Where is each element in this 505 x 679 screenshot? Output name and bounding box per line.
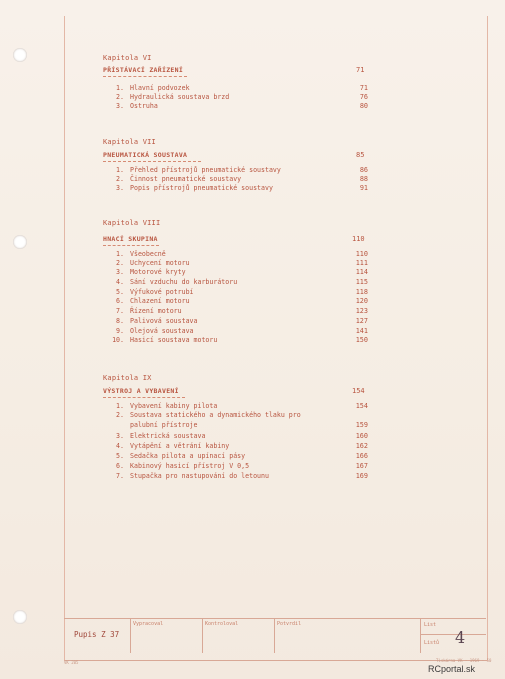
chapter-title: PNEUMATICKÁ SOUSTAVA [103, 151, 188, 159]
toc-entry-text: Všeobecně [130, 250, 166, 258]
toc-entry-number: 1. [116, 402, 124, 410]
toc-entry-number: 1. [116, 166, 124, 174]
toc-entry [110, 432, 205, 440]
toc-entry [110, 250, 166, 258]
toc-entry-text: Hydraulická soustava brzd [130, 93, 230, 101]
chapter-title: PŘÍSTÁVACÍ ZAŘÍZENÍ [103, 66, 184, 74]
toc-entry [110, 421, 198, 429]
field-label: Vypracoval [133, 621, 164, 627]
toc-entry-page: 141 [355, 327, 368, 335]
title-underline [103, 397, 185, 398]
toc-entry-number: 3. [116, 102, 124, 110]
punch-hole [13, 610, 27, 624]
title-underline [103, 161, 201, 162]
toc-entry-page: 120 [355, 297, 368, 305]
toc-entry-text: Sedačka pilota a upínací pásy [130, 452, 246, 460]
chapter-label: Kapitola VI [103, 54, 152, 62]
toc-entry-text: Palivová soustava [130, 317, 198, 325]
toc-entry-text: Vytápění a větrání kabiny [130, 442, 230, 450]
toc-entry-number: 6. [116, 297, 124, 305]
toc-entry-page: 88 [359, 175, 368, 183]
toc-entry-number: 5. [116, 288, 124, 296]
toc-entry-number: 5. [116, 452, 124, 460]
toc-entry-page: 115 [355, 278, 368, 286]
toc-entry-page: 118 [355, 288, 368, 296]
toc-entry-text: Stupačka pro nastupování do letounu [130, 472, 269, 480]
toc-entry [110, 317, 198, 325]
title-block-cell [202, 619, 275, 653]
toc-entry-page: 169 [355, 472, 368, 480]
toc-entry-page: 111 [355, 259, 368, 267]
toc-entry-number: 1. [116, 84, 124, 92]
chapter-title-page: 110 [352, 235, 365, 243]
footer-small-print: VK 205 [64, 660, 79, 665]
toc-entry-number: 3. [116, 268, 124, 276]
toc-entry-text: Ostruha [130, 102, 158, 110]
toc-entry [110, 184, 273, 192]
toc-entry-page: 80 [359, 102, 368, 110]
toc-entry-text: Motorové kryty [130, 268, 186, 276]
toc-entry-number: 7. [116, 472, 124, 480]
toc-entry [110, 102, 158, 110]
toc-entry-text: Řízení motoru [130, 307, 182, 315]
toc-entry-number: 6. [116, 462, 124, 470]
toc-entry [110, 411, 301, 419]
toc-entry-number: 7. [116, 307, 124, 315]
toc-entry-page: 154 [355, 402, 368, 410]
toc-entry [110, 336, 217, 344]
toc-entry [110, 472, 269, 480]
toc-entry [110, 166, 281, 174]
toc-entry [110, 402, 217, 410]
toc-entry-number: 10. [112, 336, 124, 344]
toc-entry-page: 127 [355, 317, 368, 325]
toc-entry [110, 93, 229, 101]
title-block-cell [130, 619, 203, 653]
title-block-doc-cell [64, 619, 131, 653]
toc-entry-text: Hasicí soustava motoru [130, 336, 218, 344]
toc-entry [110, 278, 237, 286]
toc-entry-number: 2. [116, 259, 124, 267]
sheet-label: List [424, 622, 437, 628]
toc-entry [110, 268, 186, 276]
toc-entry-number: 9. [116, 327, 124, 335]
toc-entry [110, 259, 190, 267]
punch-hole [13, 48, 27, 62]
title-block-cell [274, 619, 421, 653]
toc-entry [110, 175, 241, 183]
toc-entry-text: Výfukové potrubí [130, 288, 194, 296]
toc-entry-number: 3. [116, 432, 124, 440]
toc-entry-text: Popis přístrojů pneumatické soustavy [130, 184, 273, 192]
toc-entry-page: 166 [355, 452, 368, 460]
toc-entry-number: 3. [116, 184, 124, 192]
toc-entry-page: 71 [359, 84, 368, 92]
toc-entry-number: 2. [116, 93, 124, 101]
toc-entry-page: 150 [355, 336, 368, 344]
title-underline [103, 245, 159, 246]
sheet-count-label: Listů [424, 640, 440, 646]
chapter-title-page: 71 [356, 66, 365, 74]
toc-entry [110, 84, 190, 92]
toc-entry-page: 114 [355, 268, 368, 276]
title-underline [103, 76, 187, 77]
toc-entry-text: palubní přístroje [130, 421, 198, 429]
toc-entry-number: 2. [116, 175, 124, 183]
toc-entry [110, 442, 229, 450]
toc-entry-page: 167 [355, 462, 368, 470]
toc-entry-number: 1. [116, 250, 124, 258]
toc-entry-text: Uchycení motoru [130, 259, 190, 267]
toc-entry-page: 160 [355, 432, 368, 440]
toc-entry-text: Vybavení kabiny pilota [130, 402, 218, 410]
toc-entry-number: 8. [116, 317, 124, 325]
toc-entry-page: 76 [359, 93, 368, 101]
toc-entry-text: Kabinový hasicí přístroj V 0,5 [130, 462, 250, 470]
toc-entry [110, 462, 249, 470]
toc-entry-number: 2. [116, 411, 124, 419]
toc-entry-page: 162 [355, 442, 368, 450]
toc-entry-page: 86 [359, 166, 368, 174]
field-label: Potvrdil [277, 621, 302, 627]
page-number: 4 [455, 628, 466, 647]
toc-entry-page: 123 [355, 307, 368, 315]
document-id: Pupis Z 37 [74, 630, 120, 639]
chapter-label: Kapitola VIII [103, 219, 161, 227]
chapter-title: VÝSTROJ A VYBAVENÍ [103, 387, 179, 395]
toc-entry-text: Elektrická soustava [130, 432, 206, 440]
footer-small-print: Tiskárna VK · 1969 · 50 [436, 658, 492, 663]
toc-entry-text: Činnost pneumatické soustavy [130, 175, 242, 183]
toc-entry-text: Hlavní podvozek [130, 84, 190, 92]
toc-entry-page: 159 [355, 421, 368, 429]
toc-entry [110, 452, 245, 460]
sheet-divider [420, 634, 486, 635]
toc-entry-page: 91 [359, 184, 368, 192]
chapter-title-page: 85 [356, 151, 365, 159]
chapter-label: Kapitola IX [103, 374, 152, 382]
toc-entry [110, 297, 190, 305]
toc-entry-text: Soustava statického a dynamického tlaku pro [130, 411, 301, 419]
toc-entry-text: Přehled přístrojů pneumatické soustavy [130, 166, 281, 174]
toc-entry-page: 110 [355, 250, 368, 258]
toc-entry [110, 288, 194, 296]
punch-hole [13, 235, 27, 249]
chapter-title: HNACÍ SKUPINA [103, 235, 158, 243]
toc-entry [110, 307, 182, 315]
toc-entry-text: Olejová soustava [130, 327, 194, 335]
chapter-label: Kapitola VII [103, 138, 156, 146]
field-label: Kontroloval [205, 621, 239, 627]
toc-entry-number: 4. [116, 442, 124, 450]
chapter-title-page: 154 [352, 387, 365, 395]
title-block [64, 618, 486, 653]
toc-entry-number: 4. [116, 278, 124, 286]
toc-entry-text: Sání vzduchu do karburátoru [130, 278, 238, 286]
watermark: RCportal.sk [428, 664, 476, 674]
toc-entry [110, 327, 194, 335]
toc-entry-text: Chlazení motoru [130, 297, 190, 305]
